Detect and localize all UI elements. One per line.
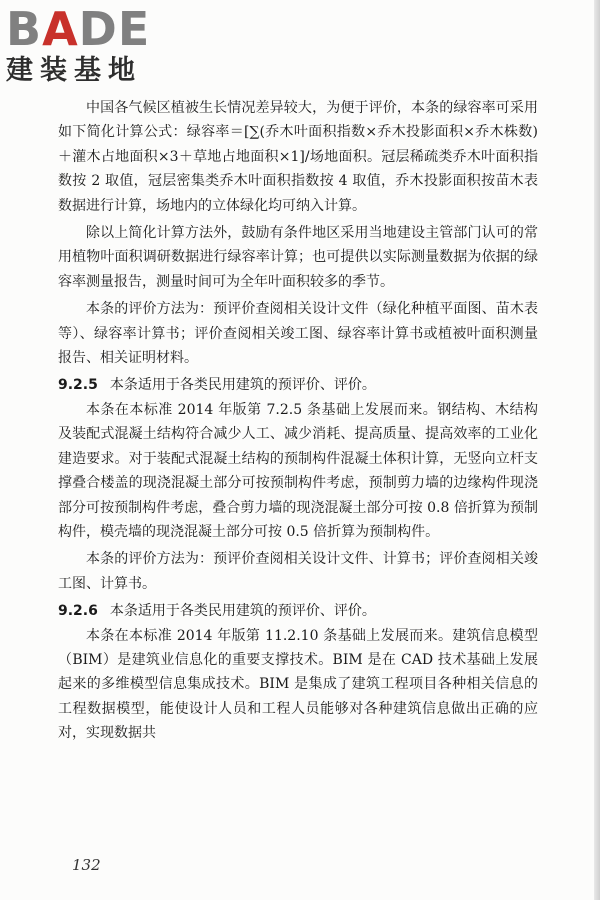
watermark-logo: [6, 4, 178, 100]
section-heading-9-2-5: [58, 373, 538, 397]
section-heading-9-2-6: [58, 599, 538, 623]
paragraph: 本条的评价方法为：预评价查阅相关设计文件（绿化种植平面图、苗木表等）、绿容率计算书；评价查阅相关竣工图、绿容率计算书或植被叶面积测量报告、相关证明材料。: [58, 301, 538, 367]
paragraph: 中国各气候区植被生长情况差异较大，为便于评价，本条的绿容率可采用如下简化计算公式：绿容率＝[∑(乔木叶面积指数×乔木投影面积×乔木株数)＋灌木占地面积×3＋草地占地面积×1]/场地面积。冠层稀疏类乔木叶面积指数按 2 取值，冠层密集类乔木叶面积指数按 4 取值，乔木投影面积按苗木表数据进行计算，场地内的立体绿化均可纳入计算。: [58, 100, 538, 214]
page-number: 132: [72, 856, 101, 874]
section-number: 9.2.6: [58, 603, 98, 620]
page-edge-shadow: [594, 0, 600, 900]
logo-wordmark: BADE: [6, 2, 151, 56]
logo-subtitle: 建装基地: [6, 55, 142, 86]
section-number: 9.2.5: [58, 377, 98, 394]
paragraph: 除以上简化计算方法外，鼓励有条件地区采用当地建设主管部门认可的常用植物叶面积调研数据进行绿容率计算；也可提供以实际测量数据为依据的绿容率测量报告，测量时间可为全年叶面积较多的季节。: [58, 225, 538, 290]
paragraph: 本条在本标准 2014 年版第 7.2.5 条基础上发展而来。钢结构、木结构及装配式混凝土结构符合减少人工、减少消耗、提高质量、提高效率的工业化建造要求。对于装配式混凝土结构的预制构件混凝土体积计算，无竖向立杆支撑叠合楼盖的现浇混凝土部分可按预制构件考虑，预制剪力墙的边缘构件现浇部分可按预制构件考虑，叠合剪力墙的现浇混凝土部分可按 0.8 倍折算为预制构件，模壳墙的现浇混凝土部分可按 0.5 倍折算为预制构件。: [58, 401, 538, 540]
section-heading-text: 本条适用于各类民用建筑的预评价、评价。: [109, 603, 376, 620]
paragraph: 本条在本标准 2014 年版第 11.2.10 条基础上发展而来。建筑信息模型（BIM）是建筑业信息化的重要支撑技术。BIM 是在 CAD 技术基础上发展起来的多维模型信息集成技术。BIM 是集成了建筑工程项目各种相关信息的工程数据模型，能使设计人员和工程人员能够对各种建筑信息做出正确的应对，实现数据共: [58, 627, 538, 742]
body-text: [58, 96, 538, 746]
paragraph: 本条的评价方法为：预评价查阅相关设计文件、计算书；评价查阅相关竣工图、计算书。: [58, 551, 538, 592]
section-heading-text: 本条适用于各类民用建筑的预评价、评价。: [109, 377, 376, 394]
